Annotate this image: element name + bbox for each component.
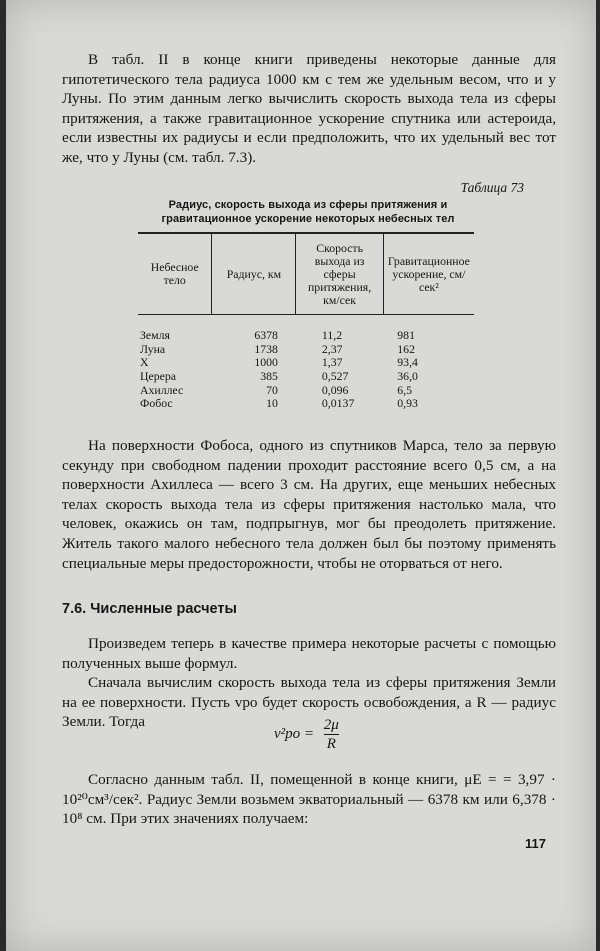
- cell-radius: 1000: [254, 355, 278, 370]
- celestial-bodies-table: [138, 232, 474, 411]
- table-title: Радиус, скорость выхода из сферы притяжения и гравитационное ускорение некоторых небесных тел: [161, 199, 455, 225]
- formula-numerator: 2μ: [323, 717, 339, 733]
- paragraph-escape-text: Сначала вычислим скорость выхода тела из сферы притяжения Земли на ее поверхности. Пусть vро будет скорость освобождения, а R — радиус Земли. Тогда: [62, 674, 556, 731]
- formula-denominator: R: [324, 734, 339, 753]
- table-row: [138, 383, 474, 397]
- escape-velocity-formula: [274, 716, 339, 753]
- cell-gravity: 93,4: [397, 355, 418, 370]
- table-label: Таблица 73: [460, 180, 524, 195]
- header-escape-velocity: Скорость выхода из сферы притяжения, км/сек: [296, 233, 383, 315]
- paragraph-intro-text: В табл. II в конце книги приведены некоторые данные для гипотетического тела радиуса 1000 км с тем же удельным весом, что и у Луны. По этим данным легко вычислить скорость выхода тела из сферы притяжения, а также гравитационное ускорение спутника или астероида, если известны их радиусы и если предположить, что их удельный вес тот же, что у Луны (см. табл. 7.3).: [62, 51, 556, 166]
- table-row: [138, 315, 474, 343]
- paragraph-intro: [62, 50, 556, 168]
- cell-body: Церера: [140, 369, 177, 384]
- cell-radius: 70: [266, 382, 278, 397]
- cell-escape-velocity: 2,37: [321, 341, 343, 356]
- cell-escape-velocity: 0,096: [321, 382, 349, 397]
- header-radius: Радиус, км: [212, 233, 296, 315]
- cell-gravity: 6,5: [397, 382, 413, 397]
- cell-radius: 1738: [254, 341, 278, 356]
- section-title: 7.6. Численные расчеты: [62, 601, 237, 617]
- page-number: 117: [525, 836, 546, 851]
- cell-body: Фобос: [140, 396, 173, 411]
- cell-escape-velocity: 11,2: [321, 328, 343, 343]
- cell-body: Ахиллес: [140, 382, 184, 397]
- table-row: [138, 343, 474, 357]
- cell-body: X: [140, 355, 149, 370]
- header-gravity: Гравитационное ускорение, см/сек²: [383, 233, 474, 315]
- cell-radius: 6378: [254, 328, 278, 343]
- formula-fraction: [324, 716, 339, 753]
- cell-body: Луна: [140, 341, 166, 356]
- cell-escape-velocity: 1,37: [321, 355, 343, 370]
- paragraph-earth-values-text: Согласно данным табл. II, помещенной в конце книги, μE = = 3,97 · 10²⁰см³/сек². Радиус Земли возьмем экваториальный — 6378 км или 6,378 · 10⁸ см. При этих значениях получаем:: [62, 771, 556, 828]
- paragraph-calculations-text: Произведем теперь в качестве примера некоторые расчеты с помощью полученных выше формул.: [62, 635, 556, 672]
- cell-gravity: 981: [397, 328, 415, 343]
- cell-gravity: 162: [397, 341, 415, 356]
- table-row: [138, 370, 474, 384]
- paragraph-phobos: [62, 436, 556, 573]
- cell-radius: 385: [260, 369, 278, 384]
- header-body: Небесное тело: [138, 233, 212, 315]
- cell-escape-velocity: 0,527: [321, 369, 349, 384]
- book-page: [6, 0, 596, 951]
- table-row: [138, 356, 474, 370]
- paragraph-phobos-text: На поверхности Фобоса, одного из спутников Марса, тело за первую секунду при свободном падении проходит расстояние всего 0,5 см, а на поверхности Ахиллеса — всего 3 см. На других, еще меньших небесных телах скорость выхода тела из сферы притяжения настолько мала, что человек, окажись он там, подпрыгнув, мог бы преодолеть притяжение. Житель такого малого небесного тела должен был бы поэтому применять специальные меры предосторожности, чтобы не оторваться от него.: [62, 437, 556, 572]
- table-row: [138, 397, 474, 411]
- cell-body: Земля: [140, 328, 170, 343]
- cell-escape-velocity: 0,0137: [321, 396, 355, 411]
- cell-radius: 10: [266, 396, 278, 411]
- cell-gravity: 36,0: [397, 369, 418, 384]
- paragraph-earth-values: [62, 770, 556, 829]
- cell-gravity: 0,93: [397, 396, 418, 411]
- formula-lhs: v²ро =: [274, 725, 315, 742]
- table-header-row: [138, 233, 474, 315]
